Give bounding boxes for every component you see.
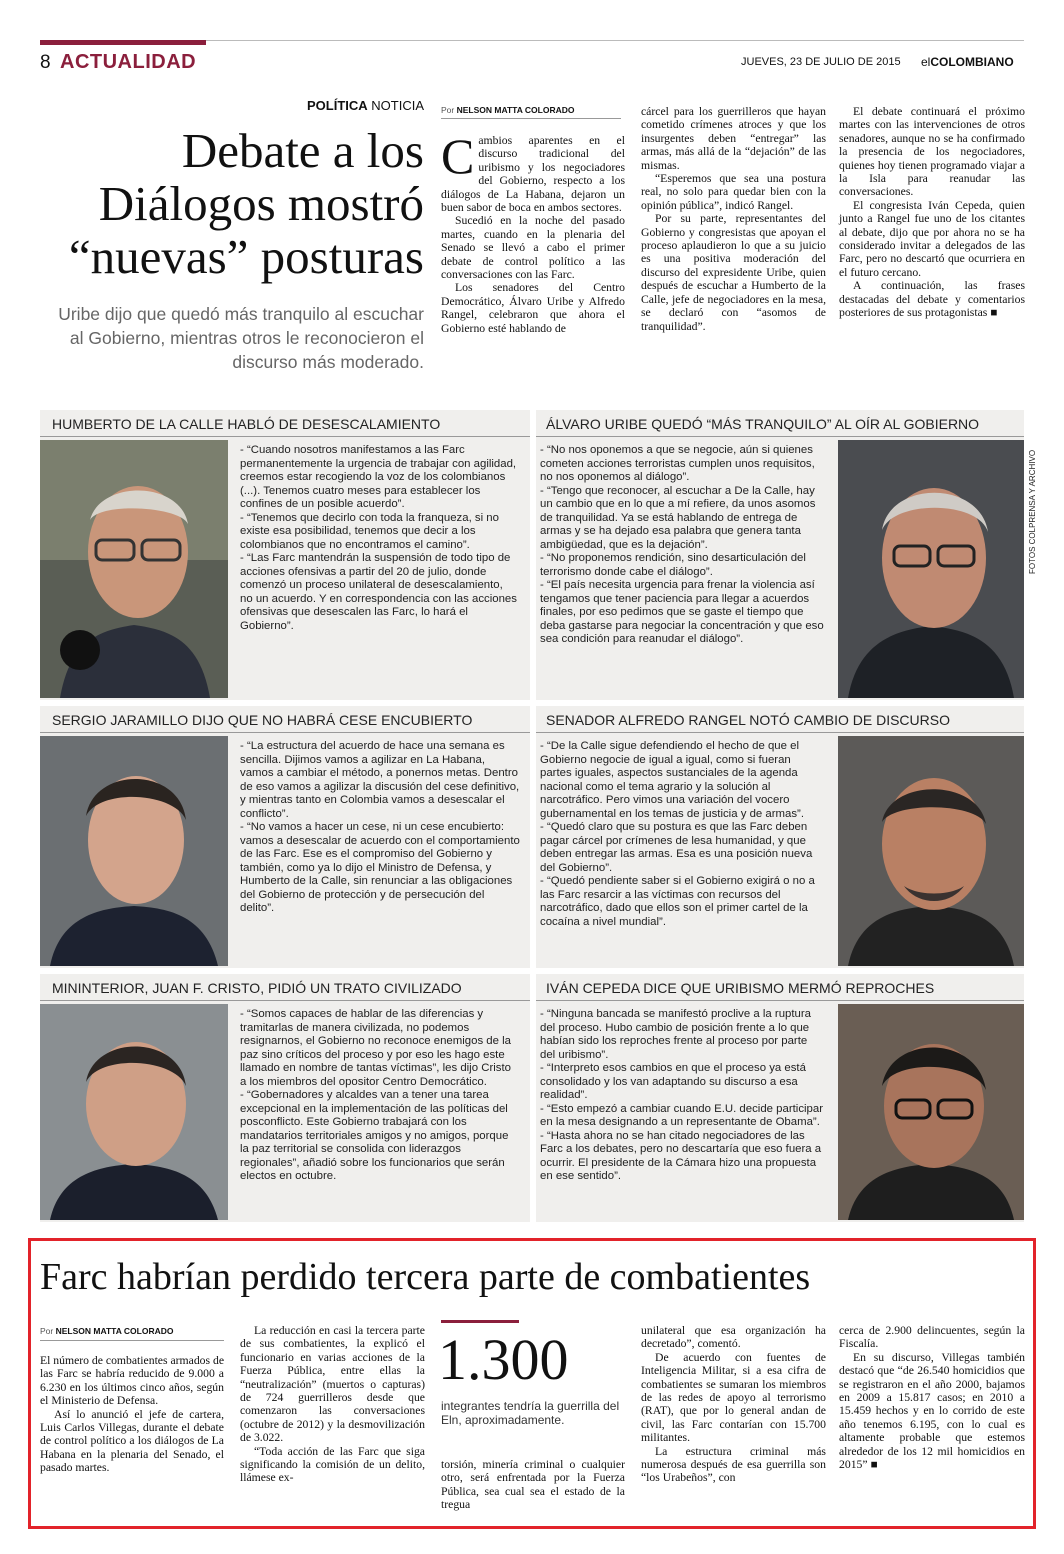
newspaper-brand (921, 55, 1014, 69)
quote-text (240, 1008, 520, 1184)
article-paragraph: unilateral que esa organización ha decretado”, comentó. (641, 1324, 826, 1351)
quote-paragraph: - “Cuando nosotros manifestamos a las Farc permanentemente la urgencia de trabajar con agilidad, creemos estar recogiendo la voz de los colombianos (...). Tenemos cuatro meses para establecer los confines de un posible acuerdo”. (240, 444, 517, 510)
article-paragraph: El número de combatientes armados de las Farc se habría reducido de 9.000 a 6.230 en los últimos cinco años, según el Ministerio de Defensa. (40, 1354, 225, 1408)
quote-text (540, 444, 825, 647)
article-paragraph: “Esperemos que sea una postura real, no solo para quedar bien con la opinión pública”, indicó Rangel. (641, 172, 826, 212)
quote-paragraph: - “Esto empezó a cambiar cuando E.U. decide participar en la mesa designando a un representante de Obama”. (540, 1102, 824, 1128)
paragraph-text: ambios aparentes en el discurso tradicional del uribismo y los negociadores del Gobierno, respecto a los diálogos de La Habana, dejaron un buen sabor de boca en ambos sectores. (441, 134, 625, 215)
article-paragraph: De acuerdo con fuentes de Inteligencia Militar, si a esa cifra de combatientes se sumaran los miembros de las redes de apoyo al terrorismo (RAT), que por lo general andan de civil, las Farc contarían con 15.700 militantes. (641, 1350, 826, 1445)
quote-paragraph: - “Hasta ahora no se han citado negociadores de las Farc a los debates, pero no descartaría que eso fuera a ocurrir. El presidente de la Cámara hizo una propuesta en ese sentido”. (540, 1129, 822, 1182)
article-paragraph: “Toda acción de las Farc que siga significando la comisión de un delito, llámese ex- (240, 1444, 425, 1485)
quote-paragraph: - “No nos oponemos a que se negocie, aún si quienes cometen acciones terroristas cumplen unos requisitos, no nos oponemos al diálogo”. (540, 444, 815, 483)
article-column-3 (839, 105, 1025, 320)
byline-rule (441, 118, 621, 119)
quote-title-rule (40, 436, 530, 437)
ivan-cepeda-photo (838, 1004, 1024, 1220)
quote-paragraph: - “No vamos a hacer un cese, ni un cese encubierto: vamos a desescalar de acuerdo con el comportamiento de las Farc. Ese es el compromiso del Gobierno y también, como ya lo dijo el Ministro de Defensa, y Humberto de la Calle, sin renunciar a las obligaciones del Gobierno de protección y de persecución del delito”. (240, 821, 520, 914)
quote-paragraph: - “La estructura del acuerdo de hace una semana es sencilla. Dijimos vamos a agilizar en La Habana, vamos a cambiar el método, a ponernos metas. Dentro de eso vamos a agilizar la discusión del cese definitivo, y mientras tanto en Colombia vamos a desescalar el conflicto”. (240, 740, 520, 820)
issue-date: JUEVES, 23 DE JULIO DE 2015 (741, 56, 901, 68)
quote-paragraph: - “Ninguna bancada se manifestó proclive a la ruptura del proceso. Hubo cambio de posición frente a lo que habían sido los reproches frente al proceso por parte del uribismo”. (540, 1008, 811, 1061)
quote-paragraph: - “Tengo que reconocer, al escuchar a De la Calle, hay un cambio que en lo que a mí refiere, da unos asomos de tranquilidad. Ya se está hablando de entrega de armas y se ha dejado esa palabra que genera tanta ambigüedad, que es la dejación”. (540, 484, 816, 551)
related-column-3 (441, 1458, 625, 1512)
article-subhead: Uribe dijo que quedó más tranquilo al escuchar al Gobierno, mientras otros le reconocieron el discurso más moderado. (58, 304, 424, 372)
article-paragraph: Por su parte, representantes del Gobierno y congresistas que apoyan el proceso aplaudieron lo que a su juicio es una positiva moderación del discurso del expresidente Uribe, quien después de escuchar a Humberto de la Calle, jefe de negociadores en la mesa, se declaró con “asomos de tranquilidad”. (641, 212, 826, 333)
quote-paragraph: - “De la Calle sigue defendiendo el hecho de que el Gobierno negocie de igual a igual, como si fueran partes iguales, aspectos sustanciales de la agenda nacional como el tema agrario y la solución al narcotráfico. Pero vimos una variación del vocero gubernamental en los temas de justicia y de armas”. (540, 740, 805, 820)
quote-text (240, 444, 518, 633)
article-paragraph: El debate continuará el próximo martes con las intervenciones de otros senadores, aunque no se ha confirmado la presencia de los negociadores, quienes hoy tienen programado viajar a la Isla para reanudar las conversaciones. (839, 105, 1025, 199)
article-paragraph: Los senadores del Centro Democrático, Álvaro Uribe y Alfredo Rangel, celebraron que ahora el Gobierno esté hablando de (441, 281, 625, 335)
kicker-category: POLÍTICA (306, 98, 368, 113)
quote-title: IVÁN CEPEDA DICE QUE URIBISMO MERMÓ REPROCHES (546, 980, 935, 996)
quote-paragraph: - “No proponemos rendición, sino desarticulación del terrorismo donde cabe el diálogo”. (540, 552, 806, 578)
page-number: 8 (40, 52, 51, 73)
quote-paragraph: - “Quedó pendiente saber si el Gobierno exigirá o no a las Farc resarcir a las víctimas con recursos del narcotráfico, dado que ellos son el primer cartel de la cocaína a nivel mundial”. (540, 875, 815, 928)
quote-title-rule (40, 1000, 530, 1001)
section-accent-bar (40, 40, 206, 45)
big-number-caption: integrantes tendría la guerrilla del Eln, aproximadamente. (441, 1399, 620, 1427)
alvaro-uribe-photo (838, 440, 1024, 698)
article-column-1 (441, 128, 625, 335)
quote-title-rule (536, 1000, 1024, 1001)
photo-credit: FOTOS COLPRENSA Y ARCHIVO (1028, 449, 1037, 574)
byline-name: NELSON MATTA COLORADO (456, 105, 575, 115)
juan-fernando-cristo-photo (40, 1004, 228, 1220)
quote-title: HUMBERTO DE LA CALLE HABLÓ DE DESESCALAMIENTO (52, 416, 441, 432)
quote-title: MININTERIOR, JUAN F. CRISTO, PIDIÓ UN TRATO CIVILIZADO (52, 980, 462, 996)
article-kicker (307, 98, 424, 113)
portrait-icon (838, 1004, 1024, 1220)
byline-name: NELSON MATTA COLORADO (55, 1326, 174, 1336)
related-headline: Farc habrían perdido tercera parte de combatientes (40, 1256, 811, 1298)
related-byline (40, 1326, 174, 1336)
quote-text (540, 740, 825, 929)
brand-name: COLOMBIANO (930, 55, 1014, 69)
section-title: ACTUALIDAD (60, 51, 197, 73)
article-paragraph: cerca de 2.900 delincuentes, según la Fiscalía. (839, 1324, 1025, 1351)
article-paragraph: El congresista Iván Cepeda, quien junto a Rangel fue uno de los citantes al debate, dijo que por ahora no se ha considerado invitar a delegados de las Farc, pero no descartó que ocurriera en el futuro cercano. (839, 198, 1025, 279)
kicker-type: NOTICIA (367, 98, 424, 113)
big-number: 1.300 (438, 1327, 569, 1392)
quote-paragraph: - “Las Farc mantendrán la suspensión de todo tipo de acciones ofensivas a partir del 20 de julio, donde comenzó un proceso unilateral de desescalamiento, no un acuerdo. Y en correspondencia con las acciones ofensivas que desescalen las Farc, lo hará el Gobierno”. (240, 552, 517, 632)
quote-text (240, 740, 520, 916)
related-column-2 (240, 1324, 425, 1485)
quote-paragraph: - “Gobernadores y alcaldes van a tener una tarea excepcional en la implementación de las políticas del posconflicto. Este Gobierno trabajará con los mandatarios territoriales amigos y no amigos, porque la paz territorial se consolida con liderazgos regionales”, añadió sobre los funcionarios que serán electos en octubre. (240, 1089, 509, 1182)
related-column-4 (641, 1324, 826, 1485)
headline-line: Debate a los (181, 123, 424, 178)
quote-title-rule (536, 732, 1024, 733)
article-paragraph: torsión, minería criminal o cualquier otro, será enfrentada por la Fuerza Pública, sea cual sea el estado de la tregua (441, 1458, 625, 1512)
quote-title-rule (40, 732, 530, 733)
byline-por: Por (40, 1326, 54, 1336)
article-paragraph: La reducción en casi la tercera parte de sus combatientes, la explicó el funcionario en varias acciones de la Fuerza Pública, entre ellas la “neutralización” (muertos o capturas) de 724 guerrilleros desde que comenzaron las conversaciones (octubre de 2012) y la desmovilización de 3.022. (240, 1324, 425, 1445)
article-paragraph: En su discurso, Villegas también destacó que “de 26.540 homicidios que se registraron en el año 2000, bajamos en 2009 a 15.817 casos; en 2010 a 15.459 hechos y en lo corrido de este año tenemos 6.195, con lo cual es altamente probable que estemos alrededor de los 12 mil homicidios en 2015” ■ (839, 1350, 1025, 1472)
article-paragraph: Sucedió en la noche del pasado martes, cuando en la plenaria del Senado se llevó a cabo el primer debate de control político a las conversaciones con las Farc. (441, 214, 625, 282)
quote-paragraph: - “Interpreto esos cambios en que el proceso ya está consolidado y los van adaptando su discurso a esa realidad”. (540, 1062, 806, 1101)
humberto-de-la-calle-photo (40, 440, 228, 698)
headline-line: Diálogos mostró (98, 176, 424, 231)
byline-por: Por (441, 105, 455, 115)
quote-title: SERGIO JARAMILLO DIJO QUE NO HABRÁ CESE ENCUBIERTO (52, 712, 473, 728)
related-column-5 (839, 1324, 1025, 1471)
alfredo-rangel-photo (838, 736, 1024, 966)
article-paragraph: Así lo anunció el jefe de cartera, Luis Carlos Villegas, durante el debate de control político a los diálogos de La Habana en la plenaria del Senado, el pasado martes. (40, 1407, 224, 1475)
article-paragraph: La estructura criminal más numerosa después de esa guerrilla son “los Urabeños”, con (641, 1444, 826, 1485)
big-number-rule (441, 1320, 519, 1323)
quote-title-rule (536, 436, 1024, 437)
quote-paragraph: - “El país necesita urgencia para frenar la violencia así tengamos que tener paciencia para llegar a acuerdos finales, por eso pedimos que se gaste el tiempo que deba gastarse para negociar la concentración y que eso sea condición para reanudar el diálogo”. (540, 579, 824, 645)
article-paragraph (441, 128, 625, 215)
portrait-icon (838, 440, 1024, 698)
portrait-icon (40, 736, 228, 966)
quote-title: SENADOR ALFREDO RANGEL NOTÓ CAMBIO DE DISCURSO (546, 712, 950, 728)
portrait-icon (40, 440, 228, 698)
portrait-icon (40, 1004, 228, 1220)
brand-prefix: el (921, 55, 931, 69)
article-paragraph: A continuación, las frases destacadas del debate y comentarios posteriores de sus protagonistas ■ (839, 279, 1025, 320)
quote-title: ÁLVARO URIBE QUEDÓ “MÁS TRANQUILO” AL OÍR AL GOBIERNO (546, 416, 980, 432)
portrait-icon (838, 736, 1024, 966)
related-column-1 (40, 1354, 224, 1475)
article-paragraph: cárcel para los guerrilleros que hayan cometido crímenes atroces y que los insurgentes deben “entregar” las armas, más allá de la “dejación” de las mismas. (641, 105, 826, 172)
headline-line: “nuevas” posturas (68, 229, 424, 284)
sergio-jaramillo-photo (40, 736, 228, 966)
article-headline (40, 124, 424, 283)
quote-paragraph: - “Quedó claro que su postura es que las Farc deben pagar cárcel por crímenes de lesa humanidad, y que deben entregar las armas. Esa es una posición nueva del Gobierno”. (540, 821, 813, 874)
quote-paragraph: - “Tenemos que decirlo con toda la franqueza, si no existe esa posibilidad, tenemos que decir a los colombianos que no encontramos el camino”. (240, 511, 499, 551)
quote-text (540, 1008, 825, 1184)
quote-paragraph: - “Somos capaces de hablar de las diferencias y tramitarlas de manera civilizada, no podemos resignarnos, el Gobierno no reconoce enemigos de la paz sino críticos del proceso y por eso les hago este llamado en nombre de tantas víctimas”, les dijo Cristo a los miembros del opositor Centro Democrático. (240, 1008, 512, 1088)
byline-rule (40, 1340, 224, 1341)
drop-cap: C (441, 128, 475, 184)
article-byline (441, 105, 575, 115)
article-column-2 (641, 105, 826, 333)
